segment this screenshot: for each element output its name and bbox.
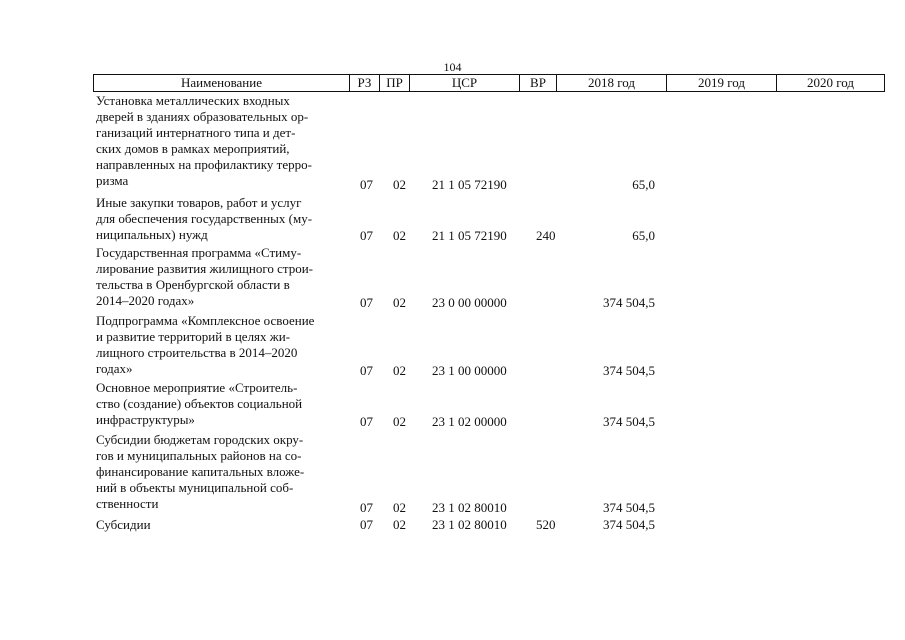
- header-csr: ЦСР: [410, 75, 520, 91]
- row-rz: 07: [360, 363, 373, 378]
- row-rz: 07: [360, 295, 373, 310]
- row-rz: 07: [360, 517, 373, 532]
- row-2018: 374 504,5: [603, 414, 655, 429]
- header-vr: ВР: [520, 75, 557, 91]
- row-pr: 02: [393, 295, 406, 310]
- header-2019: 2019 год: [667, 75, 777, 91]
- row-csr: 23 1 02 80010: [432, 500, 507, 515]
- header-name: Наименование: [94, 75, 350, 91]
- page-number: 104: [443, 60, 462, 74]
- table-header: [93, 74, 885, 92]
- header-2020: 2020 год: [807, 75, 854, 90]
- header-2018: 2018 год: [557, 75, 667, 91]
- row-csr: 23 1 02 00000: [432, 414, 507, 429]
- row-pr: 02: [393, 177, 406, 192]
- row-pr: 02: [393, 414, 406, 429]
- row-rz: 07: [360, 500, 373, 515]
- row-rz: 07: [360, 177, 373, 192]
- row-rz: 07: [360, 228, 373, 243]
- row-csr: 23 1 00 00000: [432, 363, 507, 378]
- row-csr: 21 1 05 72190: [432, 177, 507, 192]
- row-name: Государственная программа «Стиму- лирование развития жилищного строи- тельства в Оренбургской области в 2014–2020 годах»: [96, 245, 313, 308]
- row-vr: 240: [536, 228, 556, 243]
- row-2018: 65,0: [632, 177, 655, 192]
- row-name: Субсидии: [96, 517, 151, 532]
- row-pr: 02: [393, 517, 406, 532]
- header-pr: ПР: [380, 75, 410, 91]
- row-pr: 02: [393, 228, 406, 243]
- row-name: Установка металлических входных дверей в зданиях образовательных ор- ганизаций интернатного типа и дет- ских домов в рамках мероприятий, направленных на профилактику терро- ризма: [96, 93, 312, 188]
- row-2018: 374 504,5: [603, 363, 655, 378]
- row-vr: 520: [536, 517, 556, 532]
- row-name: Иные закупки товаров, работ и услуг для обеспечения государственных (му- ниципальных) нужд: [96, 195, 313, 242]
- row-csr: 21 1 05 72190: [432, 228, 507, 243]
- row-pr: 02: [393, 500, 406, 515]
- row-2018: 374 504,5: [603, 295, 655, 310]
- row-pr: 02: [393, 363, 406, 378]
- row-csr: 23 1 02 80010: [432, 517, 507, 532]
- row-2018: 374 504,5: [603, 500, 655, 515]
- row-name: Субсидии бюджетам городских окру- гов и муниципальных районов на со- финансирование капитальных вложе- ний в объекты муниципальной соб- ственности: [96, 432, 305, 511]
- header-rz: РЗ: [350, 75, 380, 91]
- row-2018: 374 504,5: [603, 517, 655, 532]
- row-rz: 07: [360, 414, 373, 429]
- row-2018: 65,0: [632, 228, 655, 243]
- row-csr: 23 0 00 00000: [432, 295, 507, 310]
- row-name: Основное мероприятие «Строитель- ство (создание) объектов социальной инфраструктуры»: [96, 380, 303, 427]
- row-name: Подпрограмма «Комплексное освоение и развитие территорий в целях жи- лищного строительства в 2014–2020 годах»: [96, 313, 315, 376]
